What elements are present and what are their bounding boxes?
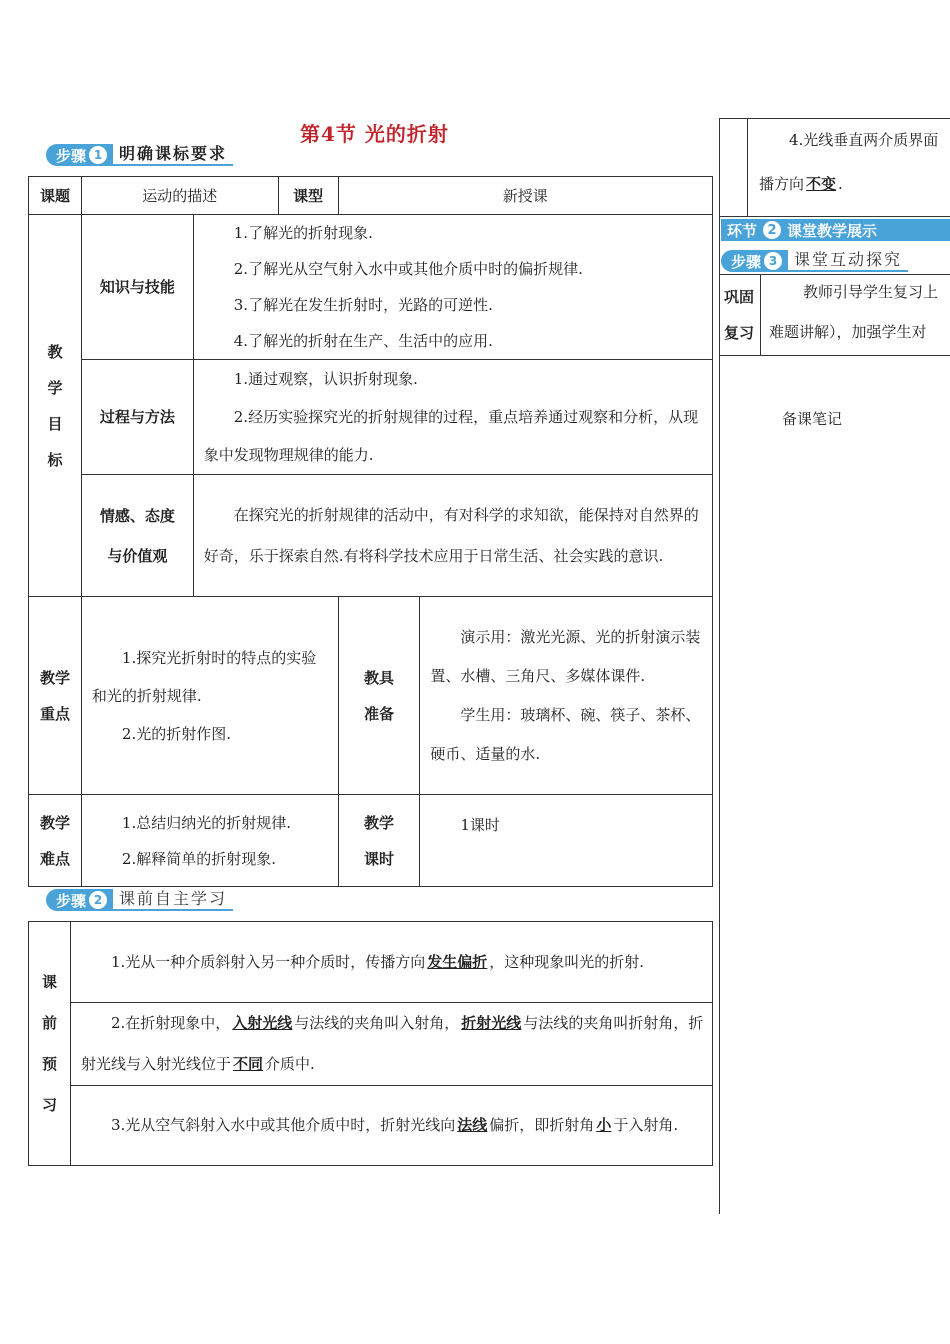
gonggu-box: [719, 274, 950, 356]
right-item4-divider: [747, 119, 748, 216]
step1-number: 1: [89, 146, 107, 164]
zhishi-content: 1.了解光的折射现象. 2.了解光从空气射入水中或其他介质中时的偏折规律. 3.了解光在发生折射时，光路的可逆性. 4.了解光的折射在生产、生活中的应用.: [193, 215, 712, 360]
kexing-header: 课型: [278, 177, 338, 215]
qinggan-label: 情感、态度 与价值观: [81, 475, 193, 597]
huanjie-number: 2: [763, 221, 781, 239]
step3-number: 3: [764, 252, 782, 270]
nandian-content: 1.总结归纳光的折射规律. 2.解释简单的折射现象.: [81, 795, 338, 887]
answer-blank: 入射光线: [232, 1014, 293, 1032]
kexing-value: 新授课: [338, 177, 712, 215]
step2-badge: 步骤 2: [46, 889, 113, 911]
jiaoju-label: 教具 准备: [338, 597, 420, 795]
answer-blank: 发生偏折: [427, 952, 488, 971]
step3-title: 课堂互动探究: [788, 250, 908, 272]
keti-header: 课题: [29, 177, 82, 215]
gonggu-text2: 难题讲解），加强学生对: [769, 323, 927, 341]
answer-blank: 法线: [457, 1116, 488, 1134]
step3-badge: 步骤 3: [721, 250, 788, 272]
step1-badge: 步骤 1: [46, 144, 113, 166]
right-item4-line1: 4.光线垂直两介质界面: [789, 131, 939, 149]
mubiao-header: 教 学 目 标: [29, 215, 82, 597]
guocheng-label: 过程与方法: [81, 360, 193, 475]
right-item4-line2: 播方向 不变 .: [759, 175, 843, 193]
gonggu-divider: [760, 275, 761, 355]
gonggu-text1: 教师引导学生复习上: [803, 283, 939, 301]
answer-blank: 不变: [806, 175, 837, 193]
page-title: 第4节 光的折射: [300, 122, 449, 146]
keshi-label: 教学 课时: [338, 795, 420, 887]
answer-blank: 不同: [232, 1055, 263, 1073]
jiaoju-content: 演示用：激光光源、光的折射演示装置、水槽、三角尺、多媒体课件. 学生用：玻璃杯、碗、筷子、茶杯、硬币、适量的水.: [420, 597, 713, 795]
preview-table: [28, 921, 713, 1166]
beike-notes-label: 备课笔记: [782, 410, 843, 428]
zhishi-label: 知识与技能: [81, 215, 193, 360]
gonggu-label: 巩固 复习: [723, 288, 754, 342]
course-requirements-table: [28, 176, 713, 887]
keshi-value: 1课时: [420, 795, 713, 887]
huanjie-banner: 环节 2 课堂教学展示: [721, 219, 950, 241]
qinggan-content: 在探究光的折射规律的活动中，有对科学的求知欲，能保持对自然界的好奇，乐于探索自然.有将科学技术应用于日常生活、社会实践的意识.: [193, 475, 712, 597]
preview-q3: 3.光从空气斜射入水中或其他介质中时，折射光线向 法线 偏折，即折射角 小 于入射角.: [70, 1086, 712, 1166]
answer-blank: 小: [596, 1116, 612, 1134]
preview-side-label: 课 前 预 习: [29, 922, 71, 1166]
preview-q2: 2.在折射现象中， 入射光线 与法线的夹角叫入射角， 折射光线 与法线的夹角叫折射角，折射光线与入射光线位于 不同 介质中.: [70, 1003, 712, 1086]
step2-number: 2: [89, 891, 107, 909]
preview-q1: 1.光从一种介质斜射入另一种介质时，传播方向 发生偏折 ，这种现象叫光的折射.: [70, 922, 712, 1003]
step2-title: 课前自主学习: [113, 889, 233, 911]
guocheng-content: 1.通过观察，认识折射现象. 2.经历实验探究光的折射规律的过程，重点培养通过观察和分析，从现象中发现物理规律的能力.: [193, 360, 712, 475]
step2-header: [46, 889, 233, 911]
zhongdian-content: 1.探究光折射时的特点的实验和光的折射规律. 2.光的折射作图.: [81, 597, 338, 795]
answer-blank: 折射光线: [461, 1014, 522, 1032]
nandian-label: 教学 难点: [29, 795, 82, 887]
keti-value: 运动的描述: [81, 177, 278, 215]
right-item4-box: [719, 118, 950, 217]
step3-header: [721, 250, 908, 272]
step1-title: 明确课标要求: [113, 144, 233, 166]
step1-header: [46, 144, 233, 166]
huanjie-title: 课堂教学展示: [787, 221, 878, 240]
zhongdian-label: 教学 重点: [29, 597, 82, 795]
